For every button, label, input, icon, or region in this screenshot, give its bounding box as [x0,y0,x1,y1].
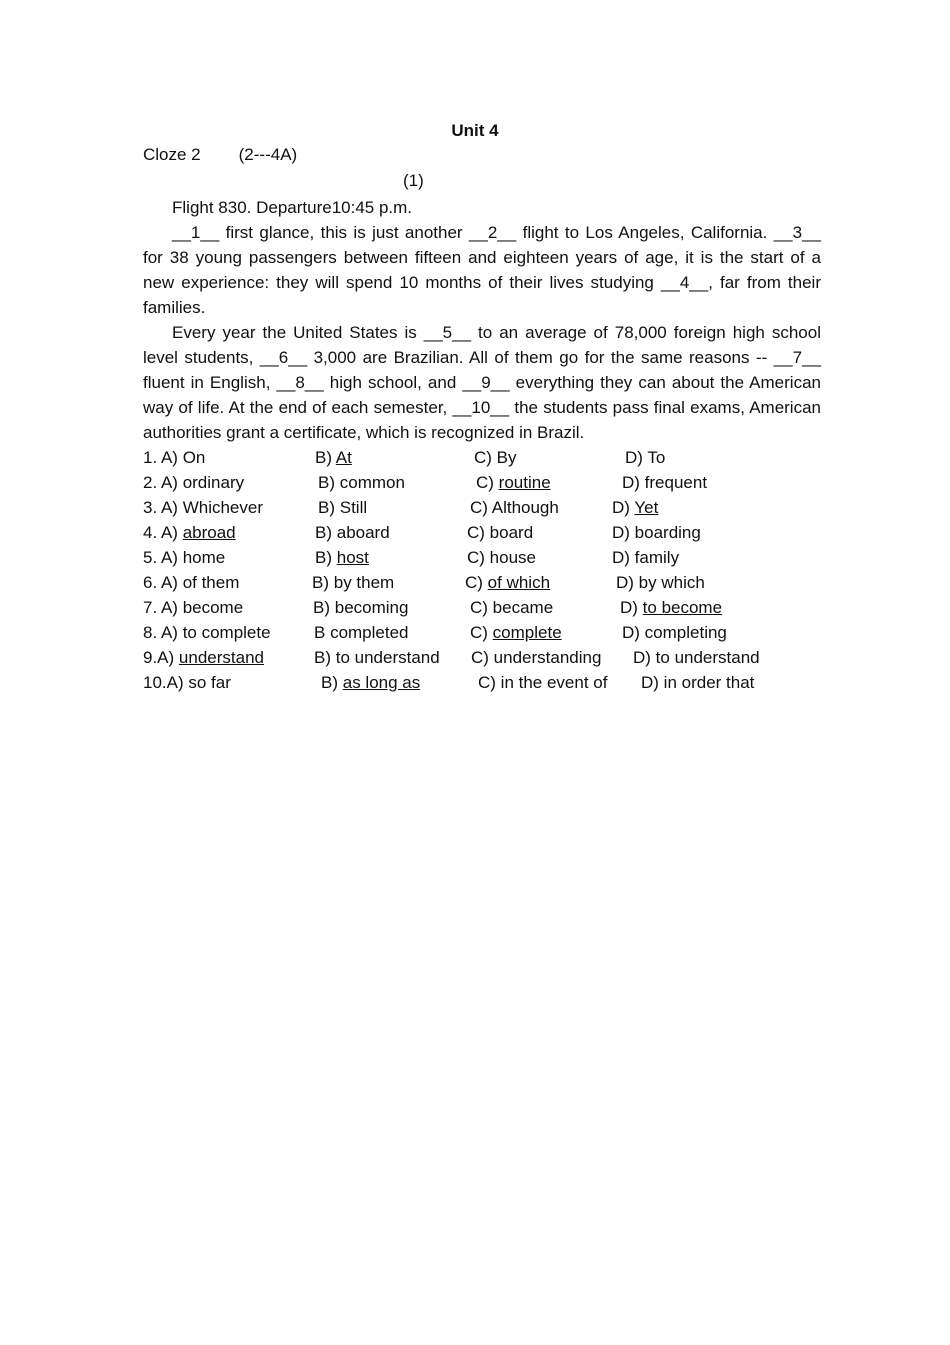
option-prefix: D) [616,573,639,592]
option-text: in the event of [500,673,608,692]
option-c [467,545,536,570]
paragraph-second: Every year the United States is __5__ to an average of 78,000 foreign high school level students, __6__ 3,000 are Brazilian. All of them go for the same reasons -- __7__ fluent in English, __8__ high school, and __9__ everything they can about the American way of life. At the end of each semester, __10__ the students pass final exams, American authorities grant a certificate, which is recognized in Brazil. [143,323,821,442]
option-prefix: C) [478,673,501,692]
option-text: completed [330,623,409,642]
option-text: Whichever [182,498,263,517]
question-row [143,570,823,595]
option-prefix: 6. A) [143,573,183,592]
option-prefix: 3. A) [143,498,183,517]
option-prefix: D) [633,648,656,667]
option-text-underlined: abroad [182,523,236,542]
option-text-underlined: to become [642,598,723,617]
option-prefix: B) [315,548,337,567]
option-b [321,670,420,695]
options-list [143,445,823,695]
paragraph-flight: Flight 830. Departure10:45 p.m. [172,198,413,217]
option-c [471,645,601,670]
option-prefix: B) [318,473,340,492]
option-a [143,570,239,595]
option-d [625,445,665,470]
option-a [143,595,243,620]
option-d [616,570,705,595]
option-b [315,545,369,570]
option-text-underlined: complete [492,623,562,642]
option-prefix: D) [620,598,643,617]
option-d [620,595,722,620]
option-text: Still [339,498,368,517]
option-text: By [496,448,517,467]
option-a [143,645,264,670]
option-text-underlined: as long as [342,673,421,692]
option-text: become [182,598,244,617]
option-prefix: 10.A) [143,673,189,692]
option-prefix: D) [622,623,645,642]
option-text: understanding [493,648,602,667]
option-text: common [339,473,405,492]
option-prefix: D) [625,448,648,467]
question-row [143,445,823,470]
option-text: aboard [336,523,390,542]
question-row [143,645,823,670]
option-c [470,495,559,520]
option-a [143,670,231,695]
question-row [143,470,823,495]
option-d [622,620,727,645]
option-text-underlined: Yet [634,498,659,517]
option-text: became [492,598,554,617]
option-text-underlined: host [336,548,369,567]
option-prefix: C) [467,548,490,567]
option-text: ordinary [182,473,245,492]
option-prefix: C) [470,498,492,517]
cloze-range: (2---4A) [238,145,298,164]
option-text-underlined: of which [487,573,551,592]
option-prefix: 8. A) [143,623,183,642]
cloze-heading [143,145,297,165]
option-b [313,595,408,620]
option-prefix: 9.A) [143,648,179,667]
option-b [312,570,394,595]
question-row [143,595,823,620]
option-b [318,495,367,520]
option-d [612,545,679,570]
option-prefix: B) [315,523,337,542]
option-c [467,520,533,545]
option-prefix: 2. A) [143,473,183,492]
option-a [143,620,271,645]
option-text: to understand [335,648,440,667]
option-text: house [489,548,536,567]
question-row [143,520,823,545]
option-prefix: C) [471,648,494,667]
option-text: frequent [644,473,708,492]
option-text: by them [333,573,395,592]
option-prefix: C) [470,623,493,642]
option-c [478,670,607,695]
cloze-label: Cloze 2 [143,145,201,164]
option-d [622,470,707,495]
option-a [143,545,225,570]
option-d [612,495,658,520]
option-prefix: B [314,623,331,642]
option-c [465,570,550,595]
option-text: of them [182,573,240,592]
option-text: in order that [663,673,755,692]
option-b [315,520,390,545]
option-prefix: C) [467,523,490,542]
section-number: (1) [403,171,424,190]
option-prefix: B) [313,598,335,617]
option-prefix: B) [315,448,336,467]
option-prefix: B) [321,673,343,692]
option-text-underlined: At [335,448,352,467]
option-prefix: B) [314,648,336,667]
option-text: boarding [634,523,701,542]
option-prefix: B) [312,573,334,592]
option-b [314,620,409,645]
option-d [641,670,754,695]
option-c [470,595,553,620]
option-b [315,445,352,470]
option-c [474,445,517,470]
option-prefix: D) [622,473,645,492]
option-text: Although [491,498,559,517]
option-text: so far [188,673,231,692]
question-row [143,545,823,570]
question-row [143,620,823,645]
option-prefix: 4. A) [143,523,183,542]
option-text: to complete [182,623,271,642]
option-prefix: D) [641,673,664,692]
option-text: to understand [655,648,760,667]
option-text: board [489,523,534,542]
option-c [470,620,562,645]
option-a [143,520,236,545]
option-prefix: C) [474,448,497,467]
option-prefix: D) [612,548,635,567]
question-row [143,495,823,520]
option-d [612,520,701,545]
option-text: On [182,448,206,467]
option-a [143,445,205,470]
option-b [318,470,405,495]
option-prefix: 7. A) [143,598,183,617]
option-c [476,470,551,495]
option-text-underlined: understand [178,648,264,667]
option-text: family [634,548,680,567]
option-prefix: 5. A) [143,548,183,567]
option-text: home [182,548,226,567]
option-prefix: C) [470,598,493,617]
option-d [633,645,760,670]
option-prefix: D) [612,523,635,542]
option-text: becoming [334,598,409,617]
option-a [143,495,263,520]
option-b [314,645,440,670]
option-prefix: 1. A) [143,448,183,467]
option-text: completing [644,623,727,642]
option-prefix: D) [612,498,635,517]
question-row [143,670,823,695]
paragraph-first: __1__ first glance, this is just another __2__ flight to Los Angeles, California. __3__ for 38 young passengers between fifteen and eighteen years of age, it is the start of a new experience: they will spend 10 months of their lives studying __4__, far from their families. [143,223,821,317]
option-prefix: C) [465,573,488,592]
option-prefix: B) [318,498,340,517]
option-prefix: C) [476,473,499,492]
option-a [143,470,244,495]
option-text-underlined: routine [498,473,551,492]
option-text: by which [638,573,705,592]
option-text: To [647,448,666,467]
page-title: Unit 4 [451,121,499,140]
